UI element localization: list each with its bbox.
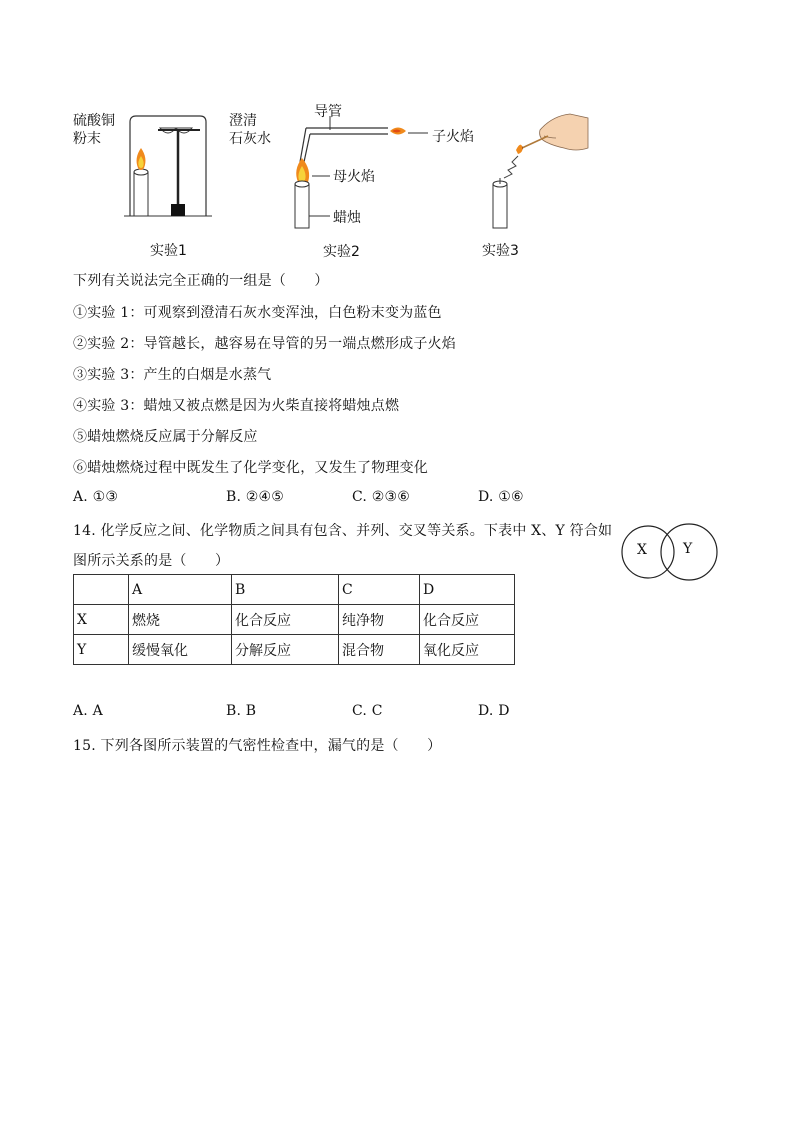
exp1-caption: 实验1: [150, 243, 187, 259]
venn-label-y: Y: [683, 541, 693, 557]
venn-label-x: X: [637, 542, 647, 558]
q14-option-b[interactable]: B. B: [226, 703, 257, 719]
q13-option-c[interactable]: C. ②③⑥: [352, 489, 410, 505]
exp3-caption: 实验3: [482, 243, 519, 259]
q14-stem-line2: 图所示关系的是（ ）: [73, 553, 230, 569]
q13-option-a[interactable]: A. ①③: [73, 489, 119, 505]
exp1-right-label-line2: 石灰水: [229, 131, 271, 147]
q13-statement-2: ②实验 2：导管越长，越容易在导管的另一端点燃形成子火焰: [73, 336, 456, 352]
q13-option-d[interactable]: D. ①⑥: [478, 489, 524, 505]
exp1-left-label-line2: 粉末: [73, 131, 101, 147]
table-cell: Y: [74, 635, 129, 665]
exp2-caption: 实验2: [323, 244, 360, 260]
q14-stem-line1: 14. 化学反应之间、化学物质之间具有包含、并列、交叉等关系。下表中 X、Y 符合如: [73, 523, 613, 539]
table-cell: 混合物: [339, 635, 420, 665]
exp3-apparatus: [480, 108, 595, 233]
table-cell: 氧化反应: [420, 635, 515, 665]
q13-statement-1: ①实验 1：可观察到澄清石灰水变浑浊，白色粉末变为蓝色: [73, 305, 442, 321]
table-cell: 缓慢氧化: [129, 635, 232, 665]
table-row: [74, 635, 515, 665]
relation-table: [73, 574, 515, 665]
exp2-mother-flame-label: 母火焰: [333, 169, 375, 185]
table-cell: 化合反应: [232, 605, 339, 635]
q14-option-a[interactable]: A. A: [73, 703, 103, 719]
table-header-cell: D: [420, 575, 515, 605]
q13-stem: 下列有关说法完全正确的一组是（ ）: [73, 273, 329, 289]
table-cell: 化合反应: [420, 605, 515, 635]
table-cell: 燃烧: [129, 605, 232, 635]
table-header-cell: B: [232, 575, 339, 605]
table-cell: X: [74, 605, 129, 635]
exp1-right-label-line1: 澄清: [229, 113, 257, 129]
table-header-row: [74, 575, 515, 605]
exp2-candle-label: 蜡烛: [333, 210, 361, 226]
exp1-apparatus: [118, 110, 228, 220]
q13-statement-6: ⑥蜡烛燃烧过程中既发生了化学变化，又发生了物理变化: [73, 460, 428, 476]
exp1-left-label-line1: 硫酸铜: [73, 113, 115, 129]
exp1-left-label: [73, 112, 115, 148]
exp2-tube-label: 导管: [314, 104, 342, 120]
q15-stem: 15. 下列各图所示装置的气密性检查中，漏气的是（ ）: [73, 738, 442, 754]
table-cell: 分解反应: [232, 635, 339, 665]
exp2-child-flame-label: 子火焰: [432, 129, 474, 145]
venn-diagram: [620, 525, 720, 581]
q13-statement-3: ③实验 3：产生的白烟是水蒸气: [73, 367, 272, 383]
q14-option-d[interactable]: D. D: [478, 703, 510, 719]
table-header-cell: C: [339, 575, 420, 605]
exp1-right-label: [229, 112, 271, 148]
table-row: [74, 605, 515, 635]
q13-option-b[interactable]: B. ②④⑤: [226, 489, 285, 505]
table-cell: 纯净物: [339, 605, 420, 635]
table-header-cell: [74, 575, 129, 605]
q14-option-c[interactable]: C. C: [352, 703, 383, 719]
q13-statement-4: ④实验 3：蜡烛又被点燃是因为火柴直接将蜡烛点燃: [73, 398, 400, 414]
q13-statement-5: ⑤蜡烛燃烧反应属于分解反应: [73, 429, 258, 445]
table-header-cell: A: [129, 575, 232, 605]
